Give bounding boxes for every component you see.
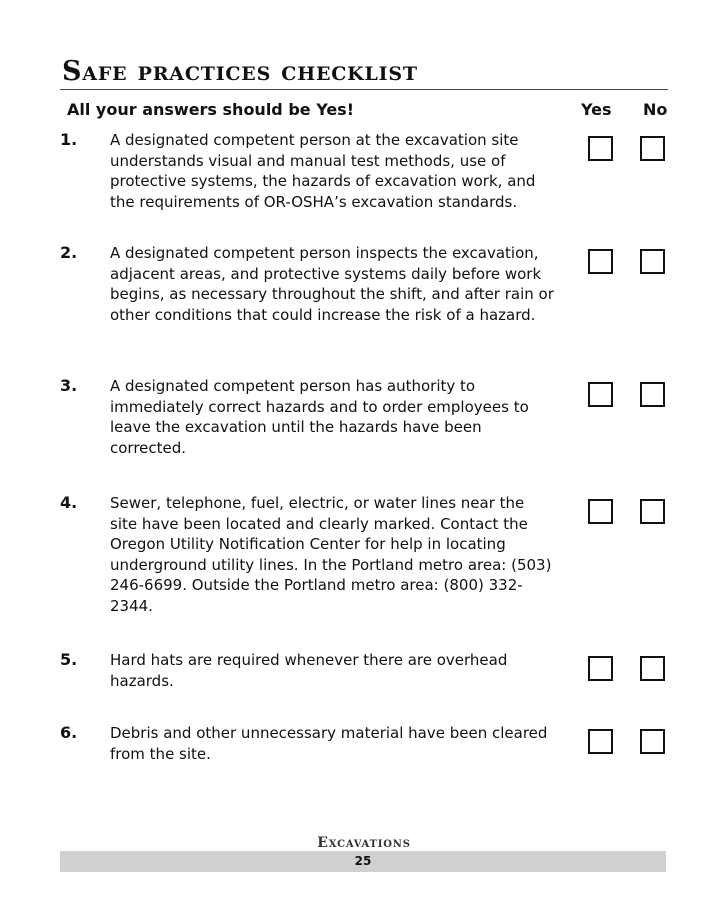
item-6-no-checkbox[interactable]: [640, 729, 665, 754]
item-text: Sewer, telephone, fuel, electric, or water lines near the site have been located and clearly marked. Contact the Oregon Utility Notification Center for help in locating underground utility lines. In the Portland metro area: (503) 246-6699. Outside the Portland metro area: (800) 332-2344.: [110, 494, 552, 615]
item-2-no-checkbox[interactable]: [640, 249, 665, 274]
no-column-header: No: [643, 100, 668, 119]
item-6-yes-checkbox[interactable]: [588, 729, 613, 754]
footer-bar: [60, 851, 666, 872]
item-3-yes-checkbox[interactable]: [588, 382, 613, 407]
item-5-yes-checkbox[interactable]: [588, 656, 613, 681]
item-3-no-checkbox[interactable]: [640, 382, 665, 407]
item-number: 4.: [60, 493, 78, 512]
item-2-yes-checkbox[interactable]: [588, 249, 613, 274]
item-4-no-checkbox[interactable]: [640, 499, 665, 524]
item-4-yes-checkbox[interactable]: [588, 499, 613, 524]
item-number: 3.: [60, 376, 78, 395]
item-number: 1.: [60, 130, 78, 149]
item-number: 6.: [60, 723, 78, 742]
checklist-instructions: All your answers should be Yes!: [67, 100, 354, 119]
item-number: 2.: [60, 243, 78, 262]
item-text: A designated competent person has authority to immediately correct hazards and to order employees to leave the excavation until the hazards have been corrected.: [110, 377, 529, 457]
item-text: Debris and other unnecessary material have been cleared from the site.: [110, 724, 548, 763]
title-divider: [60, 89, 668, 90]
item-number: 5.: [60, 650, 78, 669]
item-text: A designated competent person at the excavation site understands visual and manual test methods, use of protective systems, the hazards of excavation work, and the requirements of OR-OSHA’s excavation standards.: [110, 131, 536, 211]
footer-brand: Excavations: [317, 835, 411, 851]
page-number: 25: [354, 854, 372, 868]
item-text: Hard hats are required whenever there are overhead hazards.: [110, 651, 508, 690]
yes-column-header: Yes: [581, 100, 612, 119]
page-title: Safe practices checklist: [62, 56, 418, 87]
item-1-no-checkbox[interactable]: [640, 136, 665, 161]
item-1-yes-checkbox[interactable]: [588, 136, 613, 161]
item-5-no-checkbox[interactable]: [640, 656, 665, 681]
item-text: A designated competent person inspects the excavation, adjacent areas, and protective systems daily before work begins, as necessary throughout the shift, and after rain or other conditions that could increase the risk of a hazard.: [110, 244, 554, 324]
